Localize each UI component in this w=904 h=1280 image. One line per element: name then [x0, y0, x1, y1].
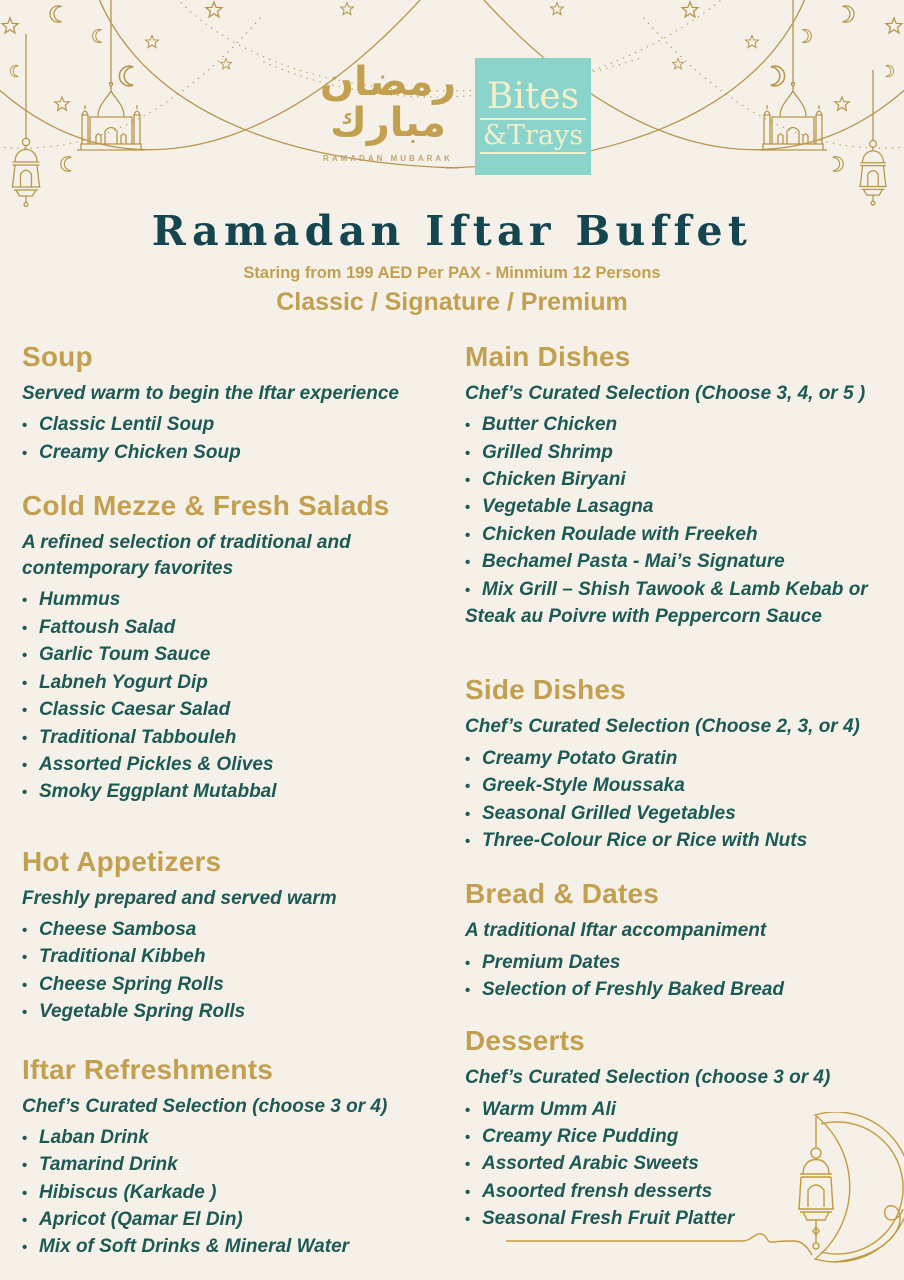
bullet-icon: •	[465, 472, 471, 490]
menu-section	[22, 490, 445, 804]
menu-section	[22, 1054, 445, 1259]
menu-item-label: Traditional Kibbeh	[39, 946, 206, 968]
menu-item	[22, 946, 445, 968]
menu-item-label: Smoky Eggplant Mutabbal	[39, 781, 277, 803]
bullet-icon: •	[465, 778, 471, 796]
section-description: Chef’s Curated Selection (Choose 3, 4, or 5 )	[465, 383, 866, 404]
menu-item	[465, 830, 904, 852]
menu-item-label: Fattoush Salad	[39, 616, 176, 638]
menu-item-label: Seasonal Grilled Vegetables	[482, 802, 736, 824]
bullet-icon: •	[22, 756, 28, 774]
menu-item-label: Grilled Shrimp	[482, 441, 613, 463]
menu-section	[465, 878, 904, 1001]
menu-item-label: Selection of Freshly Baked Bread	[482, 978, 784, 1000]
bullet-icon: •	[22, 619, 28, 637]
menu-item	[465, 579, 904, 601]
bullet-icon: •	[22, 1239, 28, 1257]
menu-item-label: Tamarind Drink	[39, 1154, 178, 1176]
menu-item-label: Butter Chicken	[482, 414, 618, 436]
bullet-icon: •	[465, 1211, 471, 1229]
bullet-icon: •	[465, 499, 471, 517]
bullet-icon: •	[465, 954, 471, 972]
bullet-icon: •	[465, 554, 471, 572]
bullet-icon: •	[465, 581, 471, 599]
menu-item-label: Creamy Chicken Soup	[39, 441, 241, 463]
menu-item	[465, 952, 904, 974]
menu-item-label: Warm Umm Ali	[482, 1098, 617, 1120]
menu-item-label: Hibiscus (Karkade )	[39, 1181, 217, 1203]
crescent-moon-inner-line	[821, 1122, 903, 1254]
section-item-list	[22, 589, 445, 803]
menu-item-label: Chicken Biryani	[482, 469, 626, 491]
bullet-icon: •	[465, 750, 471, 768]
section-heading: Main Dishes	[465, 341, 631, 372]
bullet-icon: •	[22, 647, 28, 665]
bullet-icon: •	[465, 832, 471, 850]
menu-section	[465, 674, 904, 852]
menu-item-label: Traditional Tabbouleh	[39, 726, 237, 748]
left-column	[22, 341, 445, 1264]
menu-item	[22, 781, 445, 803]
menu-item	[465, 748, 904, 770]
menu-item	[22, 1209, 445, 1231]
bullet-icon: •	[22, 729, 28, 747]
menu-item	[465, 775, 904, 797]
menu-item	[22, 1182, 445, 1204]
menu-item-label: Cheese Sambosa	[39, 918, 197, 940]
bullet-icon: •	[22, 921, 28, 939]
menu-item	[22, 644, 445, 666]
menu-item-label: Three-Colour Rice or Rice with Nuts	[482, 829, 808, 851]
page-title: Ramadan Iftar Buffet	[151, 207, 753, 255]
bites-and-trays-logo	[475, 58, 591, 175]
section-description: A refined selection of traditional and contemporary favorites	[22, 532, 351, 580]
menu-item-label: Creamy Rice Pudding	[482, 1125, 679, 1147]
bullet-icon: •	[22, 674, 28, 692]
bullet-icon: •	[22, 949, 28, 967]
menu-item	[465, 414, 904, 436]
menu-item	[465, 803, 904, 825]
bullet-icon: •	[465, 417, 471, 435]
menu-item	[465, 469, 904, 491]
menu-item-label: Classic Caesar Salad	[39, 699, 231, 721]
arabic-calligraphy-line1: رمضان	[319, 59, 457, 105]
crescent-moon-lantern-ornament	[504, 1112, 904, 1272]
arabic-calligraphy-line2: مبارك	[330, 99, 446, 146]
menu-item-label: Apricot (Qamar El Din)	[39, 1209, 243, 1230]
menu-item-label: Classic Lentil Soup	[39, 414, 215, 436]
menu-section	[22, 846, 445, 1024]
calligraphy-caption: RAMADAN MUBARAK	[323, 153, 453, 163]
bullet-icon: •	[22, 1129, 28, 1147]
package-tiers: Classic / Signature / Premium	[276, 288, 628, 316]
menu-item-label: Seasonal Fresh Fruit Platter	[482, 1208, 735, 1230]
section-description: Chef’s Curated Selection (choose 3 or 4)	[22, 1095, 388, 1117]
section-heading: Hot Appetizers	[22, 845, 222, 877]
price-subtitle: Staring from 199 AED Per PAX - Minmium 12 Persons	[243, 264, 661, 282]
header-logos	[0, 58, 904, 175]
bullet-icon: •	[22, 1212, 28, 1229]
menu-item	[465, 551, 904, 573]
bullet-icon: •	[22, 702, 28, 720]
menu-item	[22, 754, 445, 776]
menu-item-label: Creamy Potato Gratin	[482, 747, 678, 769]
menu-item	[22, 1154, 445, 1176]
menu-item	[22, 699, 445, 721]
section-heading: Side Dishes	[465, 674, 626, 706]
bullet-icon: •	[22, 976, 28, 994]
flourish-line	[506, 1234, 812, 1255]
bullet-icon: •	[22, 417, 28, 435]
menu-item-label: Laban Drink	[39, 1126, 149, 1148]
menu-item-label: Chicken Roulade with Freekeh	[482, 523, 758, 545]
menu-item	[22, 1236, 445, 1258]
section-description: Chef’s Curated Selection (choose 3 or 4)	[465, 1067, 831, 1089]
menu-section	[465, 341, 904, 628]
menu-item	[22, 589, 445, 611]
menu-item	[465, 442, 904, 464]
menu-item	[22, 1127, 445, 1149]
menu-item	[22, 442, 445, 464]
bullet-icon: •	[465, 1128, 471, 1146]
bullet-icon: •	[465, 805, 471, 823]
menu-item	[22, 727, 445, 749]
menu-item-label: Greek-Style Moussaka	[482, 775, 685, 797]
menu-item	[465, 979, 904, 1001]
section-heading: Bread & Dates	[465, 878, 660, 910]
section-description: Chef’s Curated Selection (Choose 2, 3, or 4)	[465, 716, 860, 738]
menu-item-label: Mix of Soft Drinks & Mineral Water	[39, 1236, 350, 1258]
section-item-list	[22, 1127, 445, 1259]
bullet-icon: •	[465, 1156, 471, 1174]
section-heading: Desserts	[465, 1025, 585, 1057]
section-heading: Soup	[22, 341, 93, 372]
bullet-icon: •	[465, 526, 471, 544]
menu-item-label: Premium Dates	[482, 951, 621, 973]
section-item-list	[465, 952, 904, 1002]
ramadan-calligraphy-logo	[313, 58, 463, 163]
bullet-icon: •	[465, 981, 471, 999]
section-item-list	[465, 414, 904, 601]
menu-item	[22, 1001, 445, 1023]
section-item-list	[22, 414, 445, 464]
section-note: Steak au Poivre with Peppercorn Sauce	[465, 606, 822, 628]
bullet-icon: •	[22, 1184, 28, 1202]
bullet-icon: •	[465, 1101, 471, 1119]
menu-section	[22, 341, 445, 464]
menu-item-label: Bechamel Pasta - Mai’s Signature	[482, 551, 785, 573]
bullet-icon: •	[22, 592, 28, 610]
menu-item-label: Vegetable Spring Rolls	[39, 1001, 246, 1023]
bullet-icon: •	[22, 784, 28, 802]
section-description: A traditional Iftar accompaniment	[465, 920, 767, 942]
menu-item-label: Assorted Pickles & Olives	[39, 753, 274, 775]
menu-item	[465, 496, 904, 518]
bullet-icon: •	[22, 1157, 28, 1175]
brand-name-line2: &Trays	[480, 118, 586, 154]
menu-item	[22, 414, 445, 436]
section-description: Served warm to begin the Iftar experience	[22, 383, 399, 404]
menu-item-label: Mix Grill – Shish Tawook & Lamb Kebab or	[482, 578, 868, 600]
menu-item	[465, 524, 904, 546]
menu-item	[22, 919, 445, 941]
lantern-icon	[798, 1117, 834, 1249]
section-item-list	[465, 748, 904, 853]
section-heading: Iftar Refreshments	[22, 1053, 274, 1085]
title-block	[0, 207, 904, 317]
menu-item	[22, 974, 445, 996]
bullet-icon: •	[22, 1004, 28, 1022]
menu-item-label: Cheese Spring Rolls	[39, 973, 224, 995]
menu-item	[22, 617, 445, 639]
bullet-icon: •	[465, 444, 471, 462]
menu-item-label: Assorted Arabic Sweets	[482, 1153, 699, 1175]
section-item-list	[22, 919, 445, 1024]
section-heading: Cold Mezze & Fresh Salads	[22, 490, 390, 522]
menu-item	[22, 672, 445, 694]
bullet-icon: •	[22, 444, 28, 462]
menu-item-label: Labneh Yogurt Dip	[39, 671, 208, 693]
menu-item-label: Hummus	[39, 589, 121, 611]
menu-item-label: Asoorted frensh desserts	[482, 1180, 713, 1202]
brand-name-line1: Bites	[486, 75, 580, 117]
menu-item-label: Vegetable Lasagna	[482, 496, 654, 518]
menu-item-label: Garlic Toum Sauce	[39, 644, 211, 666]
bullet-icon: •	[465, 1183, 471, 1201]
section-description: Freshly prepared and served warm	[22, 887, 337, 909]
